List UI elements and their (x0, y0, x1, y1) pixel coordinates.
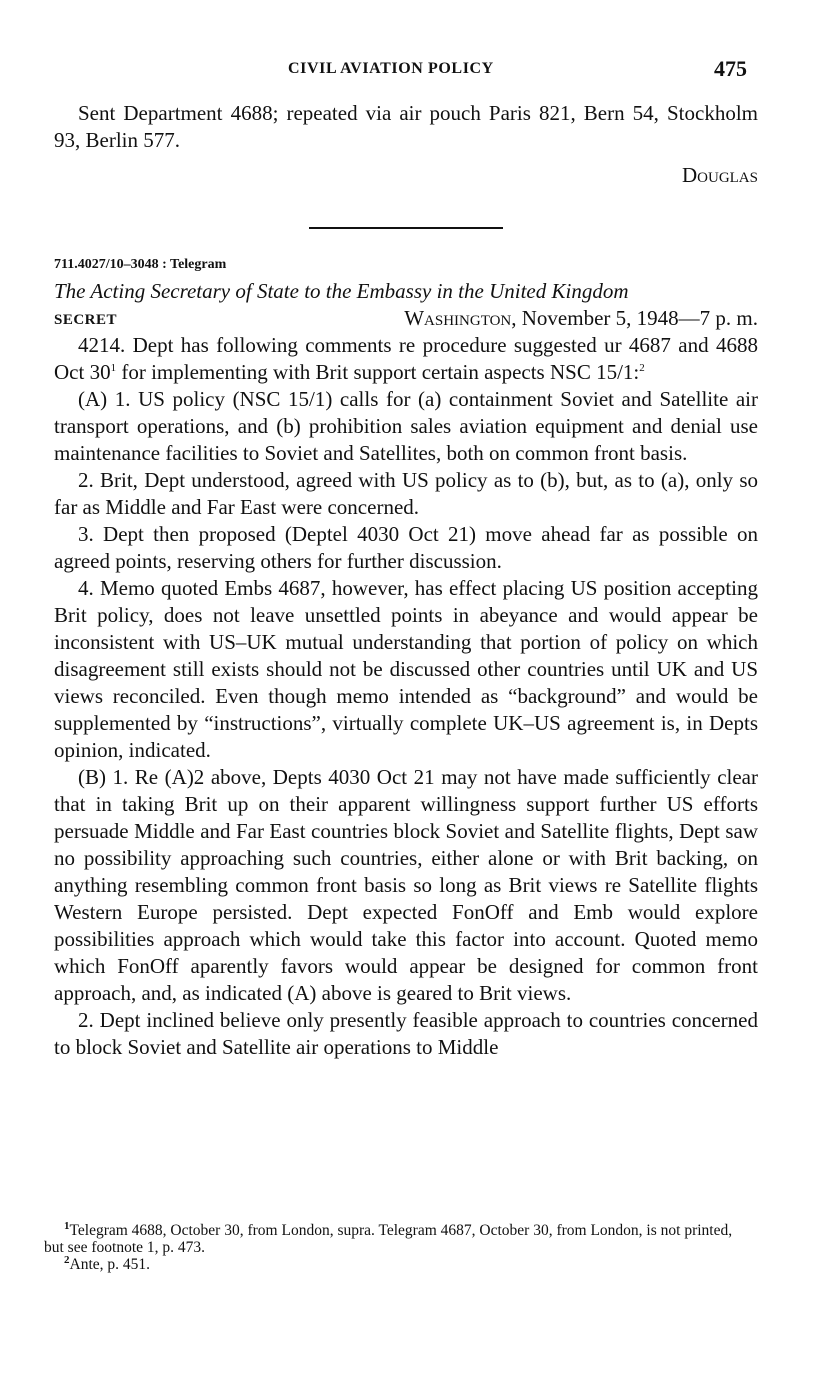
paragraph-b2: 2. Dept inclined believe only presently feasible approach to countries concerned to block Soviet and Satellite air operations to Middle (54, 1008, 758, 1059)
file-number: 711.4027/10–3048 : Telegram (54, 257, 227, 272)
place: Washington (404, 306, 512, 330)
dateline (54, 305, 758, 332)
paragraph-a1: (A) 1. US policy (NSC 15/1) calls for (a) containment Soviet and Satellite air transport operations, and (b) prohibition sales aviation equipment and denial use maintenance facilities to Soviet and Satellites, both on common front basis. (54, 387, 758, 465)
signature: Douglas (681, 163, 758, 187)
footnote-2-mark: 2 (64, 1253, 70, 1266)
footnotes (44, 1219, 754, 1273)
intro-text-b: for implementing with Brit support certain aspects NSC 15/1: (116, 360, 640, 384)
section-divider (309, 227, 503, 229)
document-heading: The Acting Secretary of State to the Embassy in the United Kingdom (54, 279, 629, 303)
classification: SECRET (54, 312, 118, 328)
footnote-1-mark: 1 (64, 1219, 70, 1232)
footnote-ref-1: 1 (110, 362, 117, 374)
intro-text-a: 4214. Dept has following comments re procedure suggested ur 4687 and 4688 Oct 30 (54, 333, 758, 384)
preceding-telegram-text: Sent Department 4688; repeated via air pouch Paris 821, Bern 54, Stockholm 93, Berlin 577. (54, 101, 758, 152)
page-number: 475 (714, 56, 747, 81)
body-text (54, 100, 758, 1061)
running-header (0, 56, 838, 86)
footnote-2 (44, 1253, 754, 1273)
footnote-2-text: Ante, p. 451. (69, 1256, 151, 1273)
paragraph-a3: 3. Dept then proposed (Deptel 4030 Oct 21) move ahead far as possible on agreed points, reserving others for further discussion. (54, 522, 758, 573)
running-title: CIVIL AVIATION POLICY (288, 60, 494, 77)
paragraph-a4: 4. Memo quoted Embs 4687, however, has effect placing US position accepting Brit policy, does not leave unsettled points in abeyance and would appear be inconsistent with US–UK mutual understanding that portion of policy on which disagreement still exists should not be discussed other countries until UK and US views reconciled. Even though memo intended as “background” and would be supplemented by “instructions”, virtually complete UK–US agreement is, in Depts opinion, indicated. (54, 576, 758, 762)
footnote-1 (44, 1219, 754, 1256)
paragraph-a2: 2. Brit, Dept understood, agreed with US policy as to (b), but, as to (a), only so far as Middle and Far East were concerned. (54, 468, 758, 519)
date: , November 5, 1948—7 p. m. (511, 306, 758, 330)
place-and-date (404, 305, 758, 332)
footnote-1-text: Telegram 4688, October 30, from London, supra. Telegram 4687, October 30, from London, is not printed, but see footnote 1, p. 473. (44, 1222, 733, 1256)
intro-paragraph (54, 332, 758, 386)
paragraph-b1: (B) 1. Re (A)2 above, Depts 4030 Oct 21 may not have made sufficiently clear that in taking Brit up on their apparent willingness support further US efforts persuade Middle and Far East countries block Soviet and Satellite flights, Dept saw no possibility approaching such countries, either alone or with Brit backing, on anything resembling common front basis so long as Brit views re Satellite flights Western Europe persisted. Dept expected FonOff and Emb would explore possibilities approach which would take this factor into account. Quoted memo which FonOff aparently favors would appear be designed for common front approach, and, as indicated (A) above is geared to Brit views. (54, 765, 758, 1005)
footnote-ref-2: 2 (639, 362, 645, 374)
